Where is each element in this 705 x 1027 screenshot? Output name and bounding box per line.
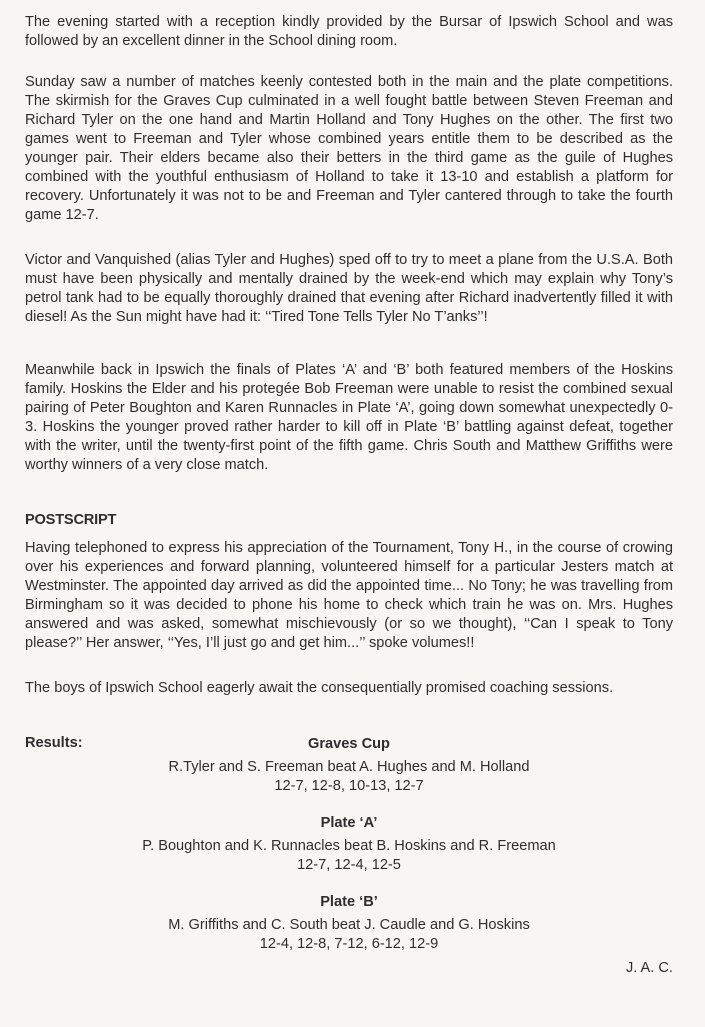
results-label: Results: xyxy=(25,735,83,751)
paragraph-reception: The evening started with a reception kindly provided by the Bursar of Ipswich School and was followed by an excellent dinner in the School dining room. xyxy=(25,14,673,49)
result-plate-a xyxy=(25,814,673,875)
result-scores: 12-4, 12-8, 7-12, 6-12, 12-9 xyxy=(259,936,439,952)
result-graves-cup xyxy=(25,735,673,796)
result-match: M. Griffiths and C. South beat J. Caudle and G. Hoskins xyxy=(168,917,530,933)
author-signature: J. A. C. xyxy=(625,960,673,976)
result-plate-b xyxy=(25,893,673,954)
result-title: Graves Cup xyxy=(308,736,390,752)
paragraph-graves-cup: Sunday saw a number of matches keenly contested both in the main and the plate competitions. The skirmish for the Graves Cup culminated in a well fought battle between Steven Freeman and Richard Tyler on the one hand and Martin Holland and Tony Hughes on the other. The first two games went to Freeman and Tyler whose combined years entitle them to be described as the younger pair. Their elders became also their betters in the third game as the guile of Hughes combined with the youthful enthusiasm of Holland to take it 13-10 and establish a platform for recovery. Unfortunately it was not to be and Freeman and Tyler cantered through to take the fourth game 12-7. xyxy=(25,74,673,223)
result-match: R.Tyler and S. Freeman beat A. Hughes and M. Holland xyxy=(168,759,530,775)
result-match: P. Boughton and K. Runnacles beat B. Hoskins and R. Freeman xyxy=(142,838,556,854)
postscript-heading: POSTSCRIPT xyxy=(25,512,117,528)
paragraph-coaching: The boys of Ipswich School eagerly await the consequentially promised coaching sessions. xyxy=(25,680,614,696)
paragraph-victor-vanquished: Victor and Vanquished (alias Tyler and Hughes) sped off to try to meet a plane from the U.S.A. Both must have been physically and mentally drained by the week-end which may explain why Tony’s petrol tank had to be equally thoroughly drained that evening after Richard inadvertently filled it with diesel! As the Sun might have had it: ‘‘Tired Tone Tells Tyler No T’anks’’! xyxy=(25,252,673,325)
result-title: Plate ‘B’ xyxy=(320,894,378,910)
paragraph-postscript: Having telephoned to express his appreciation of the Tournament, Tony H., in the course of crowing over his experiences and forward planning, volunteered himself for a particular Jesters match at Westminster. The appointed day arrived as did the appointed time... No Tony; he was travelling from Birmingham so it was decided to phone his home to check which train he was on. Mrs. Hughes answered and was asked, somewhat mischievously (or so we thought), ‘‘Can I speak to Tony please?’’ Her answer, ‘‘Yes, I’ll just go and get him...’’ spoke volumes!! xyxy=(25,540,673,651)
result-scores: 12-7, 12-8, 10-13, 12-7 xyxy=(274,778,424,794)
result-title: Plate ‘A’ xyxy=(320,815,378,831)
result-scores: 12-7, 12-4, 12-5 xyxy=(297,857,401,873)
paragraph-plates: Meanwhile back in Ipswich the finals of Plates ‘A’ and ‘B’ both featured members of the Hoskins family. Hoskins the Elder and his protegée Bob Freeman were unable to resist the combined sexual pairing of Peter Boughton and Karen Runnacles in Plate ‘A’, going down somewhat unexpectedly 0-3. Hoskins the younger proved rather harder to kill off in Plate ‘B’ battling against defeat, together with the writer, until the twenty-first point of the fifth game. Chris South and Matthew Griffiths were worthy winners of a very close match. xyxy=(25,362,673,473)
